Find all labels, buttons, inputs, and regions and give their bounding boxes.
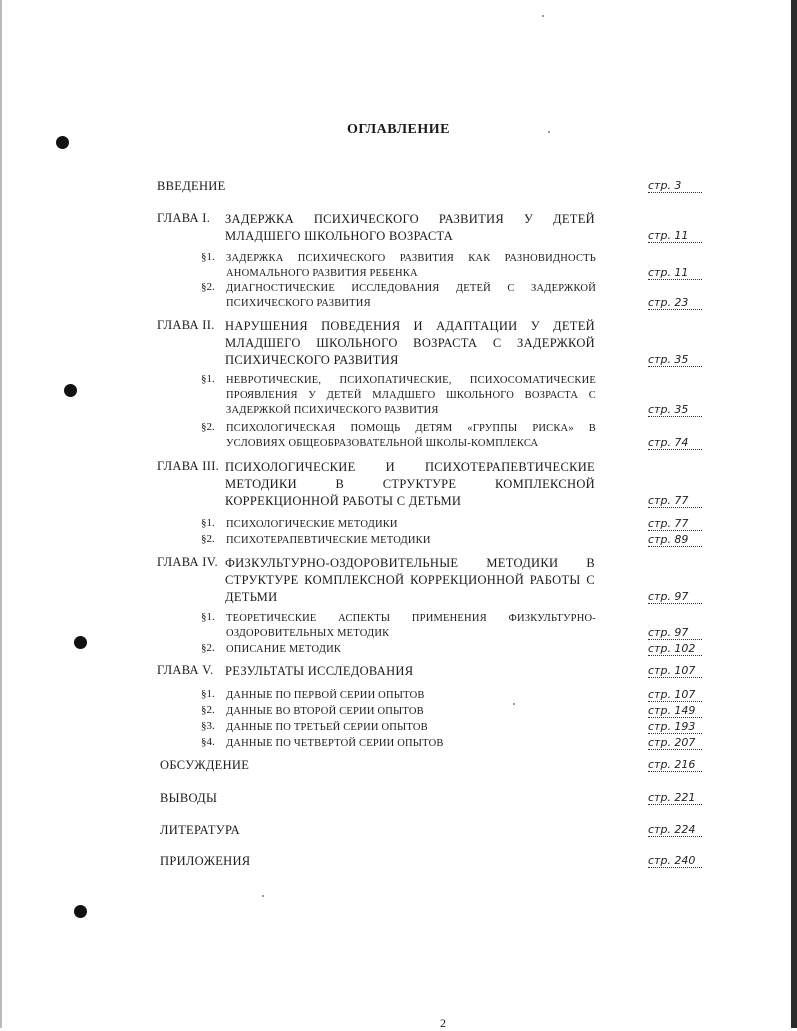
page-ref-underline: [648, 677, 702, 678]
entry-line: [225, 589, 595, 606]
page-number: 2: [440, 1016, 446, 1030]
entry-line: [225, 493, 595, 510]
entry-label: ЛИТЕРАТУРА: [160, 823, 240, 837]
page-ref: стр. 224: [648, 823, 696, 836]
section-number: §2.: [201, 704, 215, 716]
entry-line: ЗАДЕРЖКА ПСИХИЧЕСКОГО РАЗВИТИЯ КАК РАЗНОВИДНОСТЬ: [226, 253, 596, 264]
toc-entry-section[interactable]: [226, 736, 596, 751]
page-ref-underline: [648, 867, 702, 868]
page-ref-underline: [648, 416, 702, 417]
page-ref: стр. 240: [648, 854, 696, 867]
entry-line: [225, 352, 595, 369]
toc-entry-3[interactable]: [160, 822, 646, 839]
page-ref: стр. 74: [648, 436, 689, 449]
page-ref-underline: [648, 530, 702, 531]
page-ref: стр. 107: [648, 664, 696, 677]
page-ref: стр. 193: [648, 720, 696, 733]
punch-hole-icon: [74, 636, 87, 649]
entry-line: [226, 736, 596, 751]
entry-line: [226, 688, 596, 703]
chapter-label: ГЛАВА II.: [157, 318, 215, 332]
section-number: §4.: [201, 736, 215, 748]
chapter-label: ГЛАВА V.: [157, 663, 214, 677]
entry-line-text: МЛАДШЕГО ШКОЛЬНОГО ВОЗРАСТА: [225, 229, 454, 243]
entry-line-text: КОРРЕКЦИОННОЙ РАБОТЫ С ДЕТЬМИ: [225, 494, 462, 508]
entry-line-text: ДЕТЬМИ: [225, 590, 278, 604]
entry-line-text: ПСИХОЛОГИЧЕСКИЕ МЕТОДИКИ: [226, 519, 398, 530]
page-ref: стр. 11: [648, 266, 689, 279]
page-ref: стр. 35: [648, 403, 689, 416]
page-ref-underline: [648, 279, 702, 280]
toc-entry-4[interactable]: [160, 853, 646, 870]
entry-line: [226, 403, 596, 418]
toc-entry-2[interactable]: [160, 790, 646, 807]
page-ref-underline: [648, 655, 702, 656]
entry-line: ТЕОРЕТИЧЕСКИЕ АСПЕКТЫ ПРИМЕНЕНИЯ ФИЗКУЛЬТУРНО-: [226, 613, 596, 624]
entry-line: [226, 266, 596, 281]
scan-edge-left: [0, 0, 2, 1028]
page-ref: стр. 77: [648, 494, 689, 507]
entry-line: НЕВРОТИЧЕСКИЕ, ПСИХОПАТИЧЕСКИЕ, ПСИХОСОМАТИЧЕСКИЕ: [226, 375, 596, 386]
toc-entry-section[interactable]: [226, 281, 596, 311]
page-ref: стр. 149: [648, 704, 696, 717]
toc-entry-chapter[interactable]: [225, 459, 595, 510]
page-ref-underline: [648, 366, 702, 367]
page-ref-underline: [648, 749, 702, 750]
entry-line: [225, 663, 595, 680]
section-number: §2.: [201, 642, 215, 654]
section-number: §1.: [201, 251, 215, 263]
page-ref: стр. 89: [648, 533, 689, 546]
entry-label: ПРИЛОЖЕНИЯ: [160, 854, 251, 868]
toc-entry-section[interactable]: [226, 688, 596, 703]
chapter-label: ГЛАВА III.: [157, 459, 220, 473]
toc-entry-chapter[interactable]: [225, 211, 595, 245]
page-ref-underline: [648, 804, 702, 805]
toc-entry-section[interactable]: [226, 373, 596, 418]
toc-entry-section[interactable]: [226, 517, 596, 532]
chapter-label: ГЛАВА I.: [157, 211, 211, 225]
entry-line: [226, 533, 596, 548]
page-ref-underline: [648, 192, 702, 193]
entry-line: [226, 626, 596, 641]
entry-line: [226, 436, 596, 451]
entry-line-text: ДАННЫЕ ПО ПЕРВОЙ СЕРИИ ОПЫТОВ: [226, 690, 425, 701]
entry-line-text: РЕЗУЛЬТАТЫ ИССЛЕДОВАНИЯ: [225, 664, 414, 678]
toc-entry-section[interactable]: [226, 421, 596, 451]
page-ref-underline: [648, 449, 702, 450]
page-ref-underline: [648, 733, 702, 734]
entry-line-text: ПСИХИЧЕСКОГО РАЗВИТИЯ: [225, 353, 399, 367]
entry-label: ОБСУЖДЕНИЕ: [160, 758, 250, 772]
page-ref-underline: [648, 309, 702, 310]
punch-hole-icon: [64, 384, 77, 397]
page-ref: стр. 35: [648, 353, 689, 366]
entry-line: СТРУКТУРЕ КОМПЛЕКСНОЙ КОРРЕКЦИОННОЙ РАБОТЫ С: [225, 573, 595, 587]
entry-line-text: АНОМАЛЬНОГО РАЗВИТИЯ РЕБЕНКА: [226, 268, 418, 279]
entry-line-text: ОПИСАНИЕ МЕТОДИК: [226, 644, 342, 655]
entry-line-text: УСЛОВИЯХ ОБЩЕОБРАЗОВАТЕЛЬНОЙ ШКОЛЫ-КОМПЛЕКСА: [226, 438, 539, 449]
toc-entry-chapter[interactable]: [225, 663, 595, 680]
entry-label: ВВЕДЕНИЕ: [157, 179, 226, 193]
page-ref-underline: [648, 242, 702, 243]
entry-line: [226, 296, 596, 311]
page-ref: стр. 11: [648, 229, 689, 242]
entry-line: [226, 720, 596, 735]
page-ref-underline: [648, 717, 702, 718]
page-ref-underline: [648, 507, 702, 508]
entry-line: НАРУШЕНИЯ ПОВЕДЕНИЯ И АДАПТАЦИИ У ДЕТЕЙ: [225, 319, 595, 333]
toc-entry-section[interactable]: [226, 611, 596, 641]
entry-line: [160, 790, 646, 807]
entry-line-text: ДАННЫЕ ПО ЧЕТВЕРТОЙ СЕРИИ ОПЫТОВ: [226, 738, 444, 749]
section-number: §2.: [201, 421, 215, 433]
toc-entry-section[interactable]: [226, 642, 596, 657]
section-number: §1.: [201, 373, 215, 385]
entry-line: [226, 642, 596, 657]
punch-hole-icon: [74, 905, 87, 918]
section-number: §3.: [201, 720, 215, 732]
entry-line: [160, 757, 646, 774]
page-title: ОГЛАВЛЕНИЕ: [347, 122, 450, 137]
toc-entry-section[interactable]: [226, 720, 596, 735]
entry-line-text: ОЗДОРОВИТЕЛЬНЫХ МЕТОДИК: [226, 628, 390, 639]
entry-line: [226, 517, 596, 532]
scan-edge-right: [791, 0, 797, 1028]
page-ref: стр. 97: [648, 626, 689, 639]
entry-line: ФИЗКУЛЬТУРНО-ОЗДОРОВИТЕЛЬНЫЕ МЕТОДИКИ В: [225, 556, 595, 570]
entry-line-text: ДАННЫЕ ПО ТРЕТЬЕЙ СЕРИИ ОПЫТОВ: [226, 722, 428, 733]
page-ref-underline: [648, 836, 702, 837]
entry-line: ПСИХОЛОГИЧЕСКАЯ ПОМОЩЬ ДЕТЯМ «ГРУППЫ РИСКА» В: [226, 423, 596, 434]
entry-label: ВЫВОДЫ: [160, 791, 218, 805]
page-ref: стр. 3: [648, 179, 682, 192]
entry-line: [160, 822, 646, 839]
toc-entry-1[interactable]: [160, 757, 646, 774]
toc-entry-section[interactable]: [226, 251, 596, 281]
page-ref-underline: [648, 546, 702, 547]
page-ref: стр. 97: [648, 590, 689, 603]
entry-line: [226, 704, 596, 719]
page-ref: стр. 221: [648, 791, 696, 804]
page-ref-underline: [648, 771, 702, 772]
entry-line: [225, 228, 595, 245]
toc-entry-chapter[interactable]: [225, 555, 595, 606]
entry-line-text: ЗАДЕРЖКОЙ ПСИХИЧЕСКОГО РАЗВИТИЯ: [226, 405, 439, 416]
toc-entry-chapter[interactable]: [225, 318, 595, 369]
toc-entry-section[interactable]: [226, 704, 596, 719]
page-ref-underline: [648, 603, 702, 604]
section-number: §1.: [201, 688, 215, 700]
entry-line: ПСИХОЛОГИЧЕСКИЕ И ПСИХОТЕРАПЕВТИЧЕСКИЕ: [225, 460, 595, 474]
entry-line: [157, 178, 646, 195]
entry-line-text: ПСИХОТЕРАПЕВТИЧЕСКИЕ МЕТОДИКИ: [226, 535, 431, 546]
section-number: §2.: [201, 533, 215, 545]
entry-line-text: ПСИХИЧЕСКОГО РАЗВИТИЯ: [226, 298, 371, 309]
page-ref-underline: [648, 639, 702, 640]
entry-line-text: ДАННЫЕ ВО ВТОРОЙ СЕРИИ ОПЫТОВ: [226, 706, 424, 717]
page-ref: стр. 216: [648, 758, 696, 771]
entry-line: [160, 853, 646, 870]
page-ref: стр. 77: [648, 517, 689, 530]
section-number: §2.: [201, 281, 215, 293]
page-ref: стр. 23: [648, 296, 689, 309]
chapter-label: ГЛАВА IV.: [157, 555, 218, 569]
toc-entry-section[interactable]: [226, 533, 596, 548]
page-ref: стр. 207: [648, 736, 696, 749]
page-ref: стр. 107: [648, 688, 696, 701]
page-ref-underline: [648, 701, 702, 702]
toc-entry-intro[interactable]: [157, 178, 646, 195]
entry-line: МЕТОДИКИ В СТРУКТУРЕ КОМПЛЕКСНОЙ: [225, 477, 595, 491]
page-ref: стр. 102: [648, 642, 696, 655]
entry-line: ПРОЯВЛЕНИЯ У ДЕТЕЙ МЛАДШЕГО ШКОЛЬНОГО ВОЗРАСТА С: [226, 390, 596, 401]
section-number: §1.: [201, 517, 215, 529]
section-number: §1.: [201, 611, 215, 623]
entry-line: ДИАГНОСТИЧЕСКИЕ ИССЛЕДОВАНИЯ ДЕТЕЙ С ЗАДЕРЖКОЙ: [226, 283, 596, 294]
entry-line: ЗАДЕРЖКА ПСИХИЧЕСКОГО РАЗВИТИЯ У ДЕТЕЙ: [225, 212, 595, 226]
entry-line: МЛАДШЕГО ШКОЛЬНОГО ВОЗРАСТА С ЗАДЕРЖКОЙ: [225, 336, 595, 350]
